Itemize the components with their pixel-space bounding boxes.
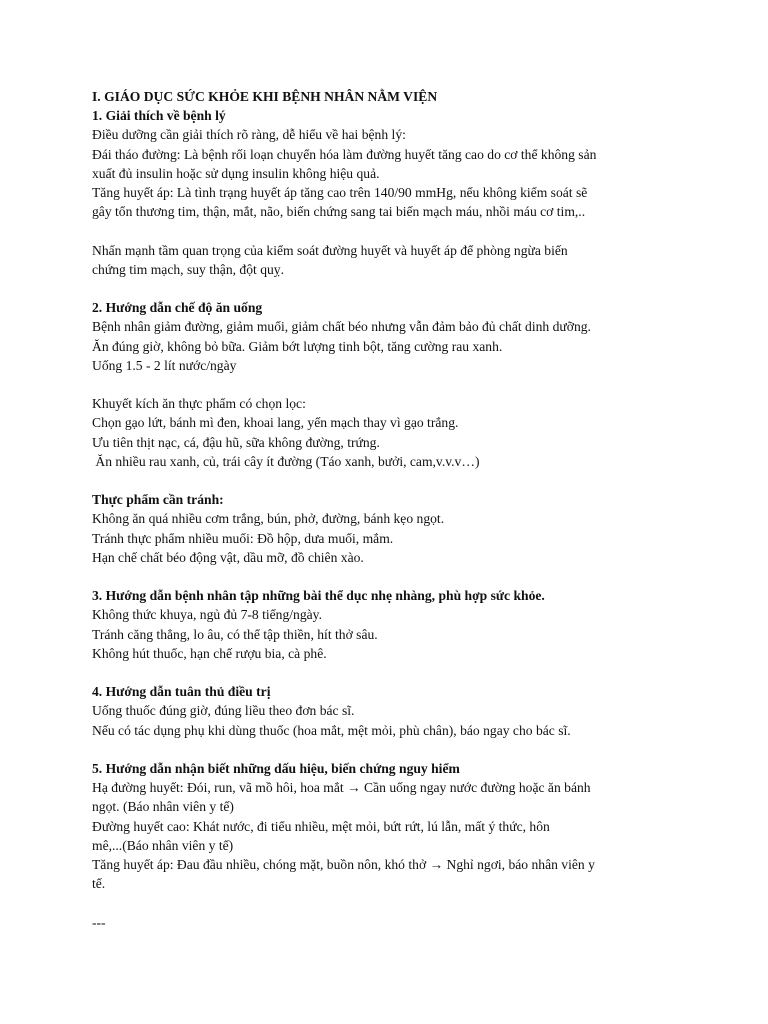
section-4-line-2: Nếu có tác dụng phụ khi dùng thuốc (hoa mắt, mệt mỏi, phù chân), báo ngay cho bác sĩ. bbox=[92, 722, 571, 738]
section-1-hypertension-line-2: gây tổn thương tim, thận, mắt, não, biến chứng sang tai biến mạch máu, nhồi máu cơ tim,.. bbox=[92, 204, 586, 220]
section-1-heading: 1. Giải thích về bệnh lý bbox=[92, 108, 226, 124]
section-3-line-1: Không thức khuya, ngủ đủ 7-8 tiếng/ngày. bbox=[92, 607, 322, 623]
section-2-avoid-item-3: Hạn chế chất béo động vật, dầu mỡ, đồ chiên xào. bbox=[92, 549, 364, 565]
section-2-avoid-item-2: Tránh thực phẩm nhiều muối: Đồ hộp, dưa muối, mắm. bbox=[92, 530, 394, 546]
paragraph-gap bbox=[92, 221, 682, 240]
section-5-hyperglycemia-line-1: Đường huyết cao: Khát nước, đi tiểu nhiều, mệt mỏi, bứt rứt, lú lẫn, mất ý thức, hôn bbox=[92, 818, 550, 834]
paragraph-gap bbox=[92, 740, 682, 759]
paragraph-gap bbox=[92, 279, 682, 298]
section-5-hyperglycemia-line-2: mê,...(Báo nhân viên y tế) bbox=[92, 837, 234, 853]
section-5-hypertension-line-2: tế. bbox=[92, 876, 106, 892]
section-2-line-1: Bệnh nhân giảm đường, giảm muối, giảm chất béo nhưng vẫn đảm bảo đủ chất dinh dưỡng. bbox=[92, 319, 591, 335]
section-5-hypoglycemia-line-2: ngọt. (Báo nhân viên y tế) bbox=[92, 799, 234, 815]
section-2-line-3: Uống 1.5 - 2 lít nước/ngày bbox=[92, 357, 237, 373]
section-4-line-1: Uống thuốc đúng giờ, đúng liều theo đơn bác sĩ. bbox=[92, 703, 355, 719]
section-5-hypoglycemia-line-1: Hạ đường huyết: Đói, run, vã mồ hôi, hoa mắt → Cần uống ngay nước đường hoặc ăn bánh bbox=[92, 780, 591, 796]
section-1-emphasis-line-2: chứng tim mạch, suy thận, đột quỵ. bbox=[92, 261, 284, 277]
document-title: I. GIÁO DỤC SỨC KHỎE KHI BỆNH NHÂN NẰM VIỆN bbox=[92, 89, 438, 104]
section-1-intro: Điều dưỡng cần giải thích rõ ràng, dễ hiểu về hai bệnh lý: bbox=[92, 127, 406, 143]
section-1-hypertension-line-1: Tăng huyết áp: Là tình trạng huyết áp tăng cao trên 140/90 mmHg, nếu không kiểm soát sẽ bbox=[92, 185, 588, 201]
paragraph-gap bbox=[92, 567, 682, 586]
section-2-encourage-item-1: Chọn gạo lứt, bánh mì đen, khoai lang, yến mạch thay vì gạo trắng. bbox=[92, 415, 459, 431]
section-2-encourage: Khuyết kích ăn thực phẩm có chọn lọc: bbox=[92, 396, 306, 412]
paragraph-gap bbox=[92, 471, 682, 490]
document-content bbox=[92, 87, 682, 932]
section-2-line-2: Ăn đúng giờ, không bỏ bữa. Giảm bớt lượng tinh bột, tăng cường rau xanh. bbox=[92, 338, 503, 354]
section-2-avoid-item-1: Không ăn quá nhiều cơm trắng, bún, phở, đường, bánh kẹo ngọt. bbox=[92, 511, 445, 527]
separator: --- bbox=[92, 914, 106, 930]
section-2-encourage-item-3: Ăn nhiều rau xanh, củ, trái cây ít đường (Táo xanh, bưởi, cam,v.v.v…) bbox=[92, 453, 480, 469]
section-5-heading: 5. Hướng dẫn nhận biết những dấu hiệu, biến chứng nguy hiểm bbox=[92, 761, 460, 776]
section-2-encourage-item-2: Ưu tiên thịt nạc, cá, đậu hũ, sữa không đường, trứng. bbox=[92, 434, 380, 450]
section-1-diabetes-line-2: xuất đủ insulin hoặc sử dụng insulin không hiệu quả. bbox=[92, 165, 380, 181]
section-3-line-2: Tránh căng thẳng, lo âu, có thể tập thiền, hít thở sâu. bbox=[92, 626, 378, 642]
section-2-avoid-heading: Thực phẩm cần tránh: bbox=[92, 492, 224, 508]
paragraph-gap bbox=[92, 663, 682, 682]
section-4-heading: 4. Hướng dẫn tuân thủ điều trị bbox=[92, 684, 271, 700]
section-5-hypertension-line-1: Tăng huyết áp: Đau đầu nhiều, chóng mặt, buồn nôn, khó thở → Nghỉ ngơi, báo nhân viên y bbox=[92, 857, 595, 873]
section-3-line-3: Không hút thuốc, hạn chế rượu bia, cà phê. bbox=[92, 645, 327, 661]
section-2-heading: 2. Hướng dẫn chế độ ăn uống bbox=[92, 300, 263, 316]
section-1-emphasis-line-1: Nhấn mạnh tầm quan trọng của kiểm soát đường huyết và huyết áp để phòng ngừa biến bbox=[92, 242, 568, 258]
section-1-diabetes-line-1: Đái tháo đường: Là bệnh rối loạn chuyển hóa làm đường huyết tăng cao do cơ thể không sản bbox=[92, 146, 597, 162]
section-3-heading: 3. Hướng dẫn bệnh nhân tập những bài thể dục nhẹ nhàng, phù hợp sức khỏe. bbox=[92, 588, 545, 604]
paragraph-gap bbox=[92, 893, 682, 912]
paragraph-gap bbox=[92, 375, 682, 394]
